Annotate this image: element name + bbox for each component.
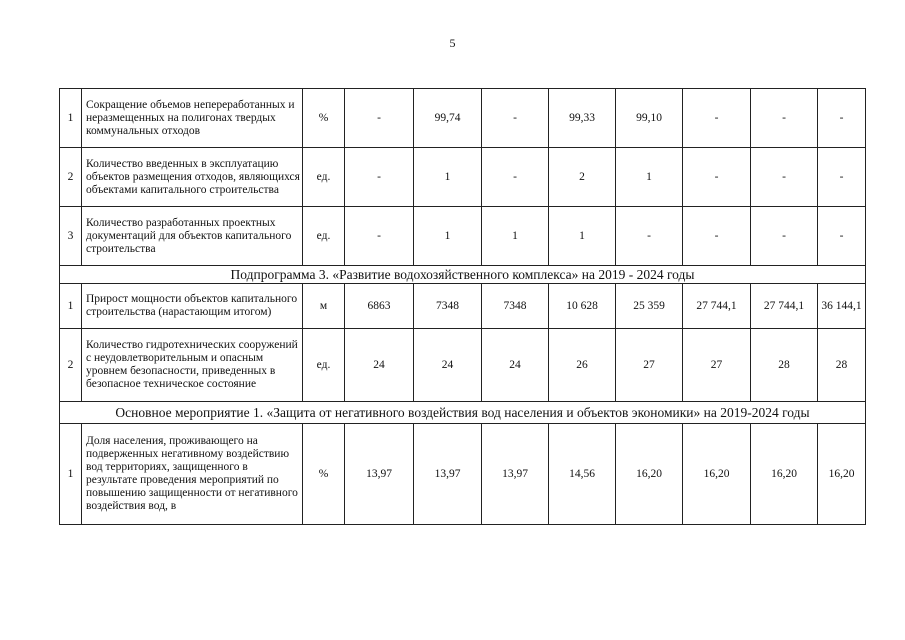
value-cell: 99,74 — [414, 89, 482, 148]
value-cell: 1 — [482, 207, 549, 266]
value-cell: 26 — [549, 329, 616, 402]
unit-cell: ед. — [303, 329, 345, 402]
value-cell: - — [818, 148, 866, 207]
indicator-name: Количество гидротехнических сооружений с неудовлетворительным и опасным уровнем безопасности, приведенных в безопасное техническое состояние — [82, 329, 303, 402]
value-cell: 16,20 — [818, 424, 866, 525]
subprogram-title: Подпрограмма 3. «Развитие водохозяйственного комплекса» на 2019 - 2024 годы — [60, 266, 866, 284]
table-row — [60, 329, 866, 402]
value-cell: 6863 — [345, 284, 414, 329]
value-cell: 2 — [549, 148, 616, 207]
section-row — [60, 266, 866, 284]
main-activity-title: Основное мероприятие 1. «Защита от негативного воздействия вод населения и объектов экономики» на 2019-2024 годы — [60, 402, 866, 424]
value-cell: 1 — [414, 148, 482, 207]
unit-cell: ед. — [303, 148, 345, 207]
row-number: 1 — [60, 424, 82, 525]
value-cell: - — [751, 207, 818, 266]
row-number: 2 — [60, 148, 82, 207]
value-cell: 25 359 — [616, 284, 683, 329]
page-number: 5 — [449, 36, 456, 50]
value-cell: 13,97 — [414, 424, 482, 525]
indicator-name: Количество разработанных проектных документаций для объектов капитального строительства — [82, 207, 303, 266]
value-cell: - — [345, 148, 414, 207]
unit-cell: ед. — [303, 207, 345, 266]
value-cell: - — [482, 148, 549, 207]
value-cell: - — [751, 89, 818, 148]
value-cell: 16,20 — [751, 424, 818, 525]
row-number: 1 — [60, 89, 82, 148]
value-cell: 24 — [414, 329, 482, 402]
value-cell: 24 — [482, 329, 549, 402]
value-cell: 28 — [751, 329, 818, 402]
value-cell: 16,20 — [616, 424, 683, 525]
value-cell: 99,33 — [549, 89, 616, 148]
value-cell: 13,97 — [345, 424, 414, 525]
value-cell: 1 — [414, 207, 482, 266]
value-cell: - — [818, 89, 866, 148]
value-cell: 16,20 — [683, 424, 751, 525]
unit-cell: м — [303, 284, 345, 329]
value-cell: 99,10 — [616, 89, 683, 148]
value-cell: - — [683, 207, 751, 266]
value-cell: - — [751, 148, 818, 207]
value-cell: 24 — [345, 329, 414, 402]
value-cell: - — [683, 89, 751, 148]
value-cell: 1 — [616, 148, 683, 207]
value-cell: - — [345, 89, 414, 148]
section-row — [60, 402, 866, 424]
value-cell: 13,97 — [482, 424, 549, 525]
indicator-name: Сокращение объемов непереработанных и неразмещенных на полигонах твердых коммунальных отходов — [82, 89, 303, 148]
value-cell: - — [345, 207, 414, 266]
value-cell: 36 144,1 — [818, 284, 866, 329]
value-cell: 7348 — [414, 284, 482, 329]
value-cell: 7348 — [482, 284, 549, 329]
value-cell: 1 — [549, 207, 616, 266]
value-cell: 14,56 — [549, 424, 616, 525]
value-cell: 27 — [616, 329, 683, 402]
value-cell: 10 628 — [549, 284, 616, 329]
value-cell: 28 — [818, 329, 866, 402]
value-cell: 27 — [683, 329, 751, 402]
value-cell: 27 744,1 — [683, 284, 751, 329]
indicator-name: Доля населения, проживающего на подверженных негативному воздействию вод территориях, защищенного в результате проведения мероприятий по повышению защищенности от негативного воздействия вод, в — [82, 424, 303, 525]
table-row — [60, 207, 866, 266]
table-row — [60, 284, 866, 329]
unit-cell: % — [303, 424, 345, 525]
table-row — [60, 148, 866, 207]
row-number: 3 — [60, 207, 82, 266]
value-cell: - — [683, 148, 751, 207]
value-cell: - — [616, 207, 683, 266]
value-cell: - — [818, 207, 866, 266]
indicator-name: Количество введенных в эксплуатацию объектов размещения отходов, являющихся объектами капитального строительства — [82, 148, 303, 207]
value-cell: 27 744,1 — [751, 284, 818, 329]
row-number: 1 — [60, 284, 82, 329]
row-number: 2 — [60, 329, 82, 402]
unit-cell: % — [303, 89, 345, 148]
indicators-table — [59, 88, 866, 525]
table-row — [60, 424, 866, 525]
indicator-name: Прирост мощности объектов капитального строительства (нарастающим итогом) — [82, 284, 303, 329]
table-row — [60, 89, 866, 148]
value-cell: - — [482, 89, 549, 148]
